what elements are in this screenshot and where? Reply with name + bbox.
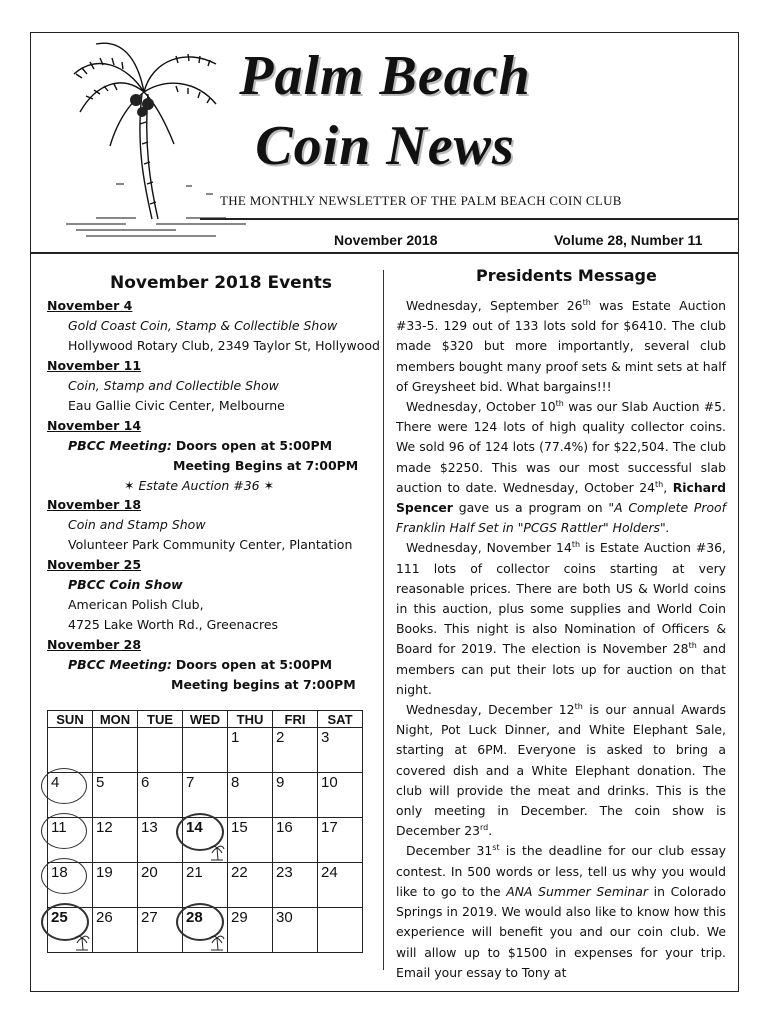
header-rule-bottom xyxy=(30,252,739,254)
column-divider xyxy=(383,270,384,970)
events-title: November 2018 Events xyxy=(110,273,333,293)
event-meeting-label: PBCC Meeting: xyxy=(68,657,172,672)
calendar-day xyxy=(93,728,138,773)
calendar-day: 1 xyxy=(228,728,273,773)
message-paragraph: Wednesday, September 26th was Estate Auction #33-5. 129 out of 133 lots sold for $6410. The club made $320 but more importantly, several club members bought many proof sets & mint sets at half of Greysheet bid. What bargains!!! xyxy=(396,297,726,394)
event-auction-note: ✶ Estate Auction #36 ✶ xyxy=(124,478,275,493)
calendar-day: 24 xyxy=(318,863,363,908)
calendar-day: 20 xyxy=(138,863,183,908)
calendar-day: 15 xyxy=(228,818,273,863)
calendar-week xyxy=(48,728,363,773)
palm-tree-icon xyxy=(209,933,225,951)
calendar-day-header: SAT xyxy=(318,711,363,728)
event-name: Coin and Stamp Show xyxy=(68,517,206,532)
calendar-day: 19 xyxy=(93,863,138,908)
calendar-header-row xyxy=(48,711,363,728)
calendar-day-meeting xyxy=(183,908,228,953)
calendar-day-event xyxy=(48,818,93,863)
calendar-day-number: 28 xyxy=(186,909,203,926)
event-name: Coin, Stamp and Collectible Show xyxy=(68,378,279,393)
calendar-day-header: WED xyxy=(183,711,228,728)
header-rule-top xyxy=(200,218,739,220)
calendar-day-header: TUE xyxy=(138,711,183,728)
palm-tree-icon xyxy=(209,843,225,861)
calendar-day xyxy=(138,728,183,773)
calendar-day: 2 xyxy=(273,728,318,773)
calendar-day: 9 xyxy=(273,773,318,818)
event-location: Eau Gallie Civic Center, Melbourne xyxy=(68,398,285,413)
calendar-day xyxy=(183,728,228,773)
event-circle xyxy=(41,768,87,804)
message-paragraph: December 31st is the deadline for our club essay contest. In 500 words or less, tell us why you would like to go to the ANA Summer Seminar in Colorado Springs in 2019. We would also like to know how this experience will benefit you and our coin club. We will allow up to $1500 in expenses for your trip. Email your essay to Tony at xyxy=(396,843,727,980)
calendar-day: 10 xyxy=(318,773,363,818)
event-date: November 14 xyxy=(47,418,142,433)
calendar-day-number: 4 xyxy=(51,774,60,791)
calendar-week xyxy=(48,863,363,908)
message-paragraph: Wednesday, December 12th is our annual Awards Night, Pot Luck Dinner, and White Elephant Sale, starting at 6PM. Everyone is asked to bring a covered dish and a White Elephant donation. The club will provide the meat and drinks. This is the only meeting in December. The coin show is December 23rd. xyxy=(396,701,727,839)
event-date: November 4 xyxy=(47,298,133,313)
calendar-week xyxy=(48,908,363,953)
calendar-day: 16 xyxy=(273,818,318,863)
newsletter-title-line2: Coin News xyxy=(255,115,515,177)
event-meeting-begins: Meeting begins at 7:00PM xyxy=(171,677,356,692)
calendar-day: 3 xyxy=(318,728,363,773)
calendar-day: 6 xyxy=(138,773,183,818)
message-paragraph: Wednesday, October 10th was our Slab Auction #5. There were 124 lots of high quality collector coins. We sold 96 of 124 lots (77.4%) for $22,504. The club made $2250. This was our most successful slab auction to date. Wednesday, October 24th, Richard Spencer gave us a program on "A Complete Proof Franklin Half Set in "PCGS Rattler" Holders". xyxy=(396,398,726,536)
calendar-day-event xyxy=(48,773,93,818)
calendar-day: 13 xyxy=(138,818,183,863)
calendar-day-number: 18 xyxy=(51,864,68,881)
event-circle xyxy=(41,858,87,894)
calendar-day: 8 xyxy=(228,773,273,818)
event-meeting-line xyxy=(68,657,332,672)
calendar-day: 21 xyxy=(183,863,228,908)
volume-number: Volume 28, Number 11 xyxy=(554,232,703,248)
calendar-day: 23 xyxy=(273,863,318,908)
event-meeting-line xyxy=(68,438,332,453)
calendar-day-number: 11 xyxy=(51,819,67,836)
calendar-week xyxy=(48,818,363,863)
calendar-day: 12 xyxy=(93,818,138,863)
calendar-day-header: MON xyxy=(93,711,138,728)
event-date: November 28 xyxy=(47,637,142,652)
newsletter-title-line1: Palm Beach xyxy=(239,45,531,107)
message-paragraph: Wednesday, November 14th is Estate Auction #36, 111 lots of collector coins starting at very reasonable prices. There are both US & World coins in this auction, plus some supplies and World Coin Books. This night is also Nomination of Officers & Board for 2019. The election is November 28th and members can put their lots up for auction on that night. xyxy=(396,540,726,697)
event-name: Gold Coast Coin, Stamp & Collectible Show xyxy=(68,318,338,333)
event-date: November 25 xyxy=(47,557,142,572)
event-meeting-label: PBCC Meeting: xyxy=(68,438,172,453)
event-location: Hollywood Rotary Club, 2349 Taylor St, Hollywood xyxy=(68,338,380,353)
presidents-message-body xyxy=(396,296,726,983)
calendar-day-header: THU xyxy=(228,711,273,728)
calendar-day-header: FRI xyxy=(273,711,318,728)
calendar-day-header: SUN xyxy=(48,711,93,728)
calendar-day-number: 14 xyxy=(186,819,203,836)
event-date: November 11 xyxy=(47,358,142,373)
event-date: November 18 xyxy=(47,497,142,512)
newsletter-subtitle: THE MONTHLY NEWSLETTER OF THE PALM BEACH COIN CLUB xyxy=(220,193,622,208)
calendar-day: 27 xyxy=(138,908,183,953)
calendar-day: 5 xyxy=(93,773,138,818)
november-calendar xyxy=(47,710,363,953)
calendar-day: 7 xyxy=(183,773,228,818)
calendar-day-number: 25 xyxy=(51,909,68,926)
event-location: American Polish Club, xyxy=(68,597,204,612)
calendar-day-event xyxy=(48,863,93,908)
calendar-day: 22 xyxy=(228,863,273,908)
presidents-message-title: Presidents Message xyxy=(476,266,657,285)
calendar-day-meeting xyxy=(183,818,228,863)
palm-tree-icon xyxy=(74,933,90,951)
calendar-day xyxy=(48,728,93,773)
event-doors-open: Doors open at 5:00PM xyxy=(175,438,333,453)
event-meeting-begins: Meeting Begins at 7:00PM xyxy=(173,458,359,473)
event-doors-open: Doors open at 5:00PM xyxy=(175,657,333,672)
calendar-day: 29 xyxy=(228,908,273,953)
calendar-day: 17 xyxy=(318,818,363,863)
calendar-day xyxy=(318,908,363,953)
event-address: 4725 Lake Worth Rd., Greenacres xyxy=(68,617,279,632)
event-circle xyxy=(41,813,87,849)
calendar-day: 26 xyxy=(93,908,138,953)
calendar-day-coin-show xyxy=(48,908,93,953)
event-location: Volunteer Park Community Center, Plantation xyxy=(68,537,353,552)
calendar-week xyxy=(48,773,363,818)
event-name: PBCC Coin Show xyxy=(68,577,183,592)
issue-date: November 2018 xyxy=(334,232,438,248)
calendar-day: 30 xyxy=(273,908,318,953)
